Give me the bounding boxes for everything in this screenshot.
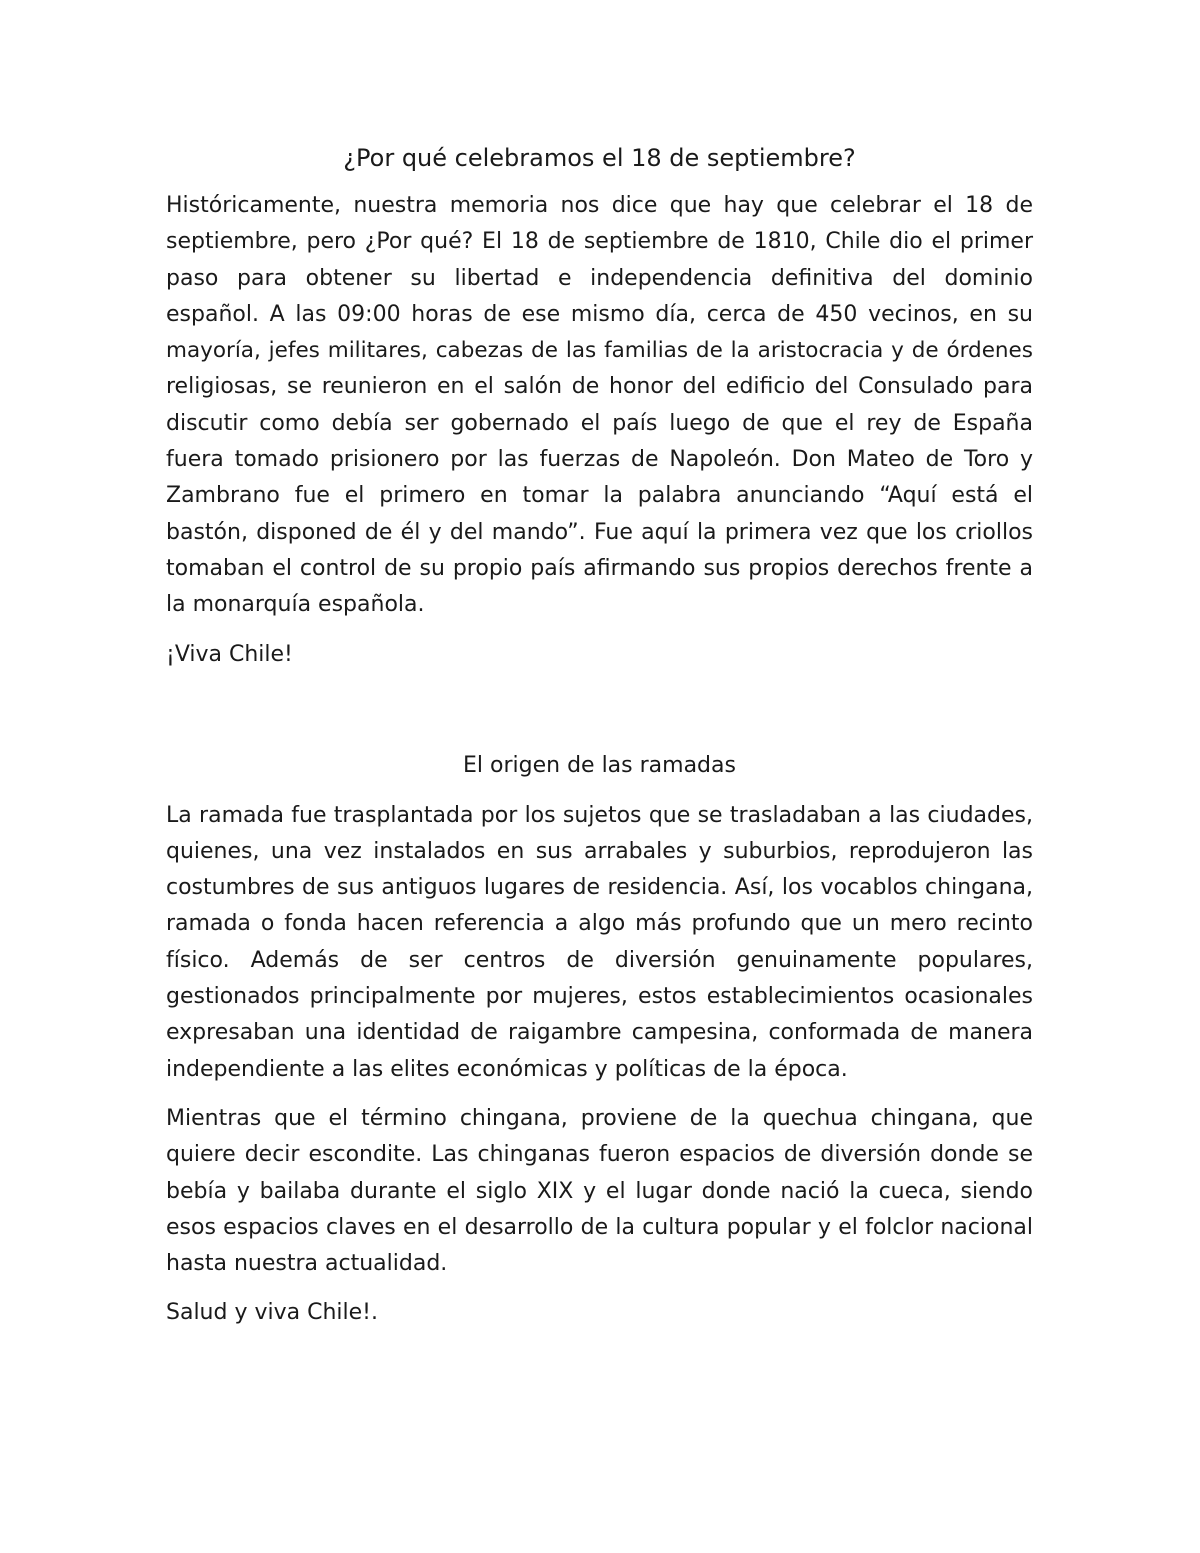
text-line: quiere decir escondite. Las chinganas fueron espacios de diversión donde se xyxy=(166,1142,1033,1168)
text-line: discutir como debía ser gobernado el país luego de que el rey de España xyxy=(166,410,1033,436)
text-line: paso para obtener su libertad e independencia definitiva del dominio xyxy=(166,265,1033,291)
text-line: fuera tomado prisionero por las fuerzas de Napoleón. Don Mateo de Toro y xyxy=(166,447,1033,473)
text-line: hasta nuestra actualidad. xyxy=(166,1251,448,1277)
document-title: ¿Por qué celebramos el 18 de septiembre? xyxy=(343,144,856,172)
text-line: esos espacios claves en el desarrollo de la cultura popular y el folclor nacional xyxy=(166,1214,1033,1240)
section-spacer xyxy=(166,673,1033,748)
text-line: septiembre, pero ¿Por qué? El 18 de septiembre de 1810, Chile dio el primer xyxy=(166,229,1033,255)
text-line: gestionados principalmente por mujeres, estos establecimientos ocasionales xyxy=(166,984,1033,1010)
text-line: La ramada fue trasplantada por los sujetos que se trasladaban a las ciudades, xyxy=(166,802,1033,828)
text-line: expresaban una identidad de raigambre campesina, conformada de manera xyxy=(166,1020,1033,1046)
text-line: físico. Además de ser centros de diversión genuinamente populares, xyxy=(166,947,1033,973)
text-line: mayoría, jefes militares, cabezas de las familias de la aristocracia y de órdenes xyxy=(166,338,1033,364)
text-line: costumbres de sus antiguos lugares de residencia. Así, los vocablos chingana, xyxy=(166,875,1033,901)
text-line: independiente a las elites económicas y políticas de la época. xyxy=(166,1056,848,1082)
text-line: Mientras que el término chingana, proviene de la quechua chingana, que xyxy=(166,1105,1033,1131)
text-line: ramada o fonda hacen referencia a algo más profundo que un mero recinto xyxy=(166,911,1033,937)
text-line: español. A las 09:00 horas de ese mismo día, cerca de 450 vecinos, en su xyxy=(166,301,1033,327)
text-line: la monarquía española. xyxy=(166,592,425,618)
text-line: quienes, una vez instalados en sus arrabales y suburbios, reprodujeron las xyxy=(166,838,1033,864)
text-line: bastón, disponed de él y del mando”. Fue aquí la primera vez que los criollos xyxy=(166,519,1033,545)
text-line: Históricamente, nuestra memoria nos dice que hay que celebrar el 18 de xyxy=(166,193,1033,218)
closing-salud: Salud y viva Chile!. xyxy=(166,1300,378,1326)
paragraph-ramada xyxy=(166,798,1033,1088)
closing-viva-chile: ¡Viva Chile! xyxy=(166,641,293,667)
text-line: bebía y bailaba durante el siglo XIX y el lugar donde nació la cueca, siendo xyxy=(166,1178,1033,1204)
paragraph-history xyxy=(166,188,1033,624)
text-line: Zambrano fue el primero en tomar la palabra anunciando “Aquí está el xyxy=(166,483,1033,509)
text-line: tomaban el control de su propio país afirmando sus propios derechos frente a xyxy=(166,555,1033,581)
section-subtitle: El origen de las ramadas xyxy=(463,752,736,778)
document-page xyxy=(166,140,1033,1331)
paragraph-chingana xyxy=(166,1101,1033,1282)
text-line: religiosas, se reunieron en el salón de honor del edificio del Consulado para xyxy=(166,374,1033,400)
